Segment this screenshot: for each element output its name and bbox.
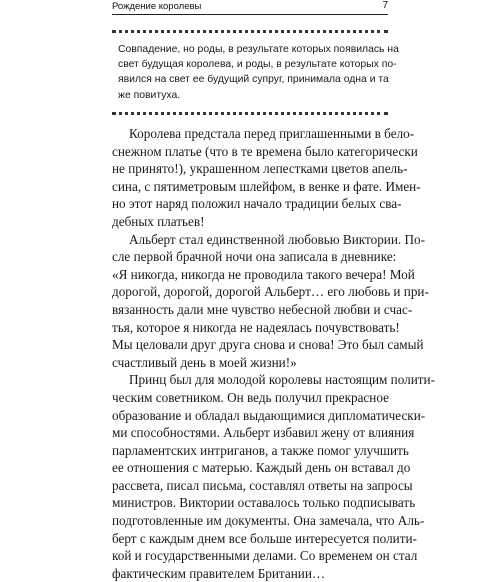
text-line: тья, которое я никогда не надеялась почувствовать! [112, 319, 400, 335]
text-line: Мы целовали друг друга снова и снова! Это был самый [112, 337, 424, 353]
running-header [112, 0, 388, 15]
text-line: рассвета, писал письма, составлял ответы на запросы [112, 477, 413, 493]
text-line: кой и государственными делами. Со временем он стал [112, 548, 418, 564]
text-line: ми способностями. Альберт избавил жену от влияния [112, 425, 415, 441]
text-line: вязанность дали мне чувство небесной любви и счас- [112, 301, 413, 317]
text-line: не принято!), украшенном лепестками цветов апель- [112, 161, 408, 177]
text-line: Альберт стал единственной любовью Виктории. По- [129, 231, 426, 247]
text-line: дорогой, дорогой, дорогой Альберт… его любовь и при- [112, 284, 429, 300]
sidebar-line: явился на свет ее будущий супруг, принимала одна и та [118, 74, 389, 86]
text-line: парламентских интриганов, а также помог улучшить [112, 442, 409, 458]
text-line: Королева предстала перед приглашенными в бело- [129, 126, 415, 141]
text-line: дебных платьев! [112, 213, 205, 229]
text-line: но этот наряд положил начало традиции белых сва- [112, 196, 402, 212]
text-line: ческим советником. Он ведь получил прекрасное [112, 389, 389, 405]
paragraph [112, 125, 421, 231]
text-line: «Я никогда, никогда не проводила такого вечера! Мой [112, 266, 415, 282]
dotted-rule-bottom [112, 112, 388, 115]
text-line: подготовленные им документы. Она замечала, что Аль- [112, 513, 425, 529]
dotted-rule-top [112, 30, 388, 33]
text-line: счастливый день в моей жизни!» [112, 354, 297, 370]
sidebar-note [112, 30, 399, 115]
body-text [112, 125, 436, 582]
text-line: образование и обладал выдающимися дипломатически- [112, 407, 426, 423]
text-line: ее отношения с матерью. Каждый день он вставал до [112, 460, 411, 476]
sidebar-line: же повитуха. [118, 89, 181, 101]
running-title: Рождение королевы [112, 1, 202, 12]
text-line: берт с каждым днем все больше интересуется полити- [112, 530, 417, 546]
text-line: министров. Виктории оставалось только подписывать [112, 495, 416, 511]
sidebar-line: Совпадение, но роды, в результате которых появилась на [118, 44, 399, 55]
text-line: фактическим правителем Британии… [112, 565, 326, 581]
page-number: 7 [382, 0, 388, 11]
sidebar-text [118, 42, 399, 103]
paragraph [112, 231, 429, 372]
text-line: сле первой брачной ночи она записала в дневнике: [112, 249, 397, 265]
sidebar-line: свет будущая королева, и роды, в результате которых по- [118, 59, 397, 71]
paragraph [112, 371, 436, 582]
text-line: Принц был для молодой королевы настоящим полити- [129, 372, 436, 388]
text-line: сина, с пятиметровым шлейфом, в венке и фате. Имен- [112, 178, 421, 194]
text-line: снежном платье (что в те времена было категорически [112, 143, 418, 159]
